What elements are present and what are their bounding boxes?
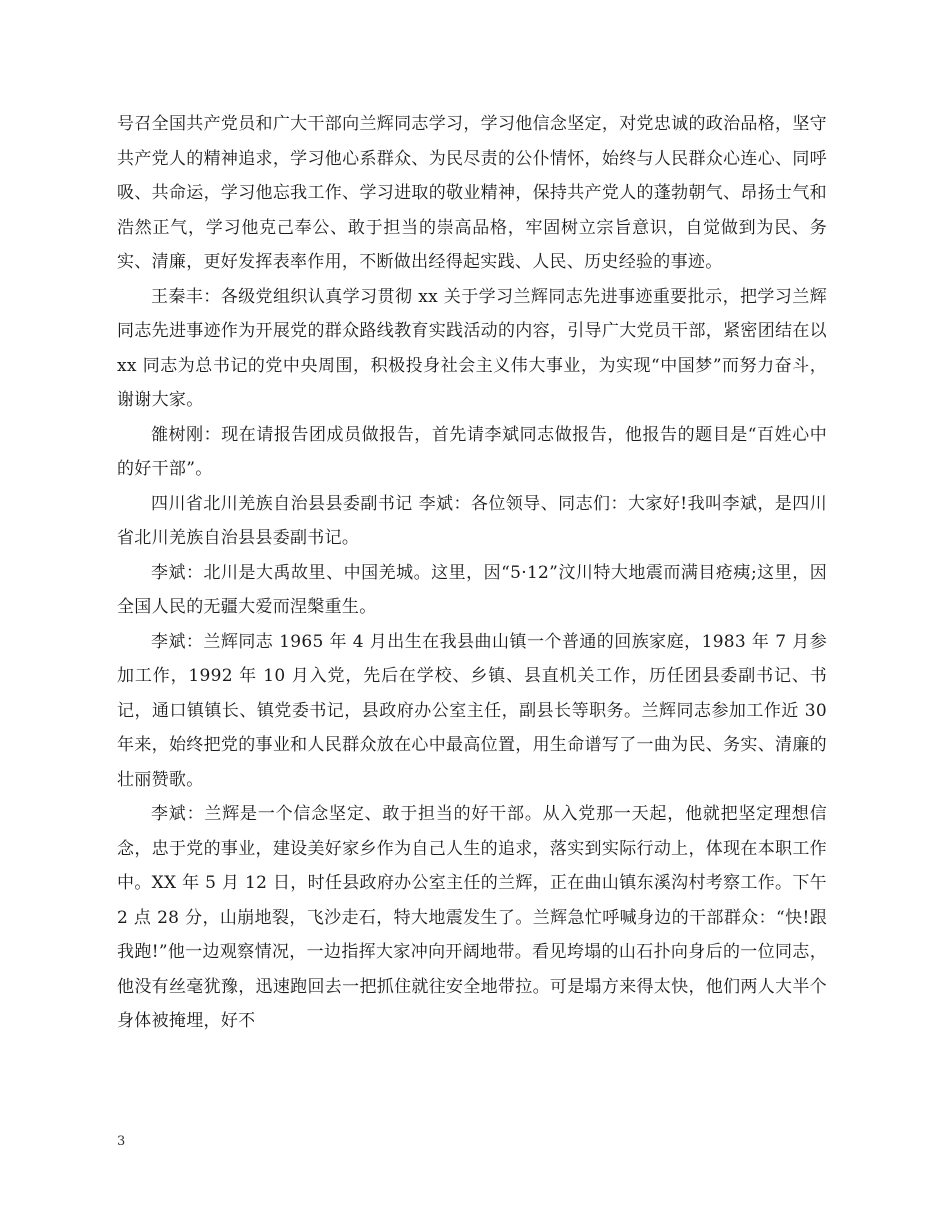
paragraph: 四川省北川羌族自治县县委副书记 李斌：各位领导、同志们：大家好!我叫李斌，是四川省北川羌族自治县县委副书记。: [117, 493, 827, 548]
paragraph: 雒树刚：现在请报告团成员做报告，首先请李斌同志做报告，他报告的题目是“百姓心中的好干部”。: [117, 424, 827, 479]
paragraph: 号召全国共产党员和广大干部向兰辉同志学习，学习他信念坚定，对党忠诚的政治品格，坚守共产党人的精神追求，学习他心系群众、为民尽责的公仆情怀，始终与人民群众心连心、同呼吸、共命运，学习他忘我工作、学习进取的敬业精神，保持共产党人的蓬勃朝气、昂扬士气和浩然正气，学习他克己奉公、敢于担当的崇高品格，牢固树立宗旨意识，自觉做到为民、务实、清廉，更好发挥表率作用，不断做出经得起实践、人民、历史经验的事迹。: [117, 114, 827, 272]
paragraph: 李斌：北川是大禹故里、中国羌城。这里，因“5·12”汶川特大地震而满目疮痍;这里，因全国人民的无疆大爱而涅槃重生。: [117, 562, 827, 617]
paragraph: 王秦丰：各级党组织认真学习贯彻 xx 关于学习兰辉同志先进事迹重要批示，把学习兰辉同志先进事迹作为开展党的群众路线教育实践活动的内容，引导广大党员干部，紧密团结在以 xx 同志为总书记的党中央周围，积极投身社会主义伟大事业，为实现“中国梦”而努力奋斗，谢谢大家。: [117, 286, 827, 410]
page-number: 3: [117, 1134, 126, 1149]
document-body: [117, 107, 827, 1039]
paragraph: 李斌：兰辉同志 1965 年 4 月出生在我县曲山镇一个普通的回族家庭，1983 年 7 月参加工作，1992 年 10 月入党，先后在学校、乡镇、县直机关工作，历任团县委副书记、书记，通口镇镇长、镇党委书记，县政府办公室主任，副县长等职务。兰辉同志参加工作近 30 年来，始终把党的事业和人民群众放在心中最高位置，用生命谱写了一曲为民、务实、清廉的壮丽赞歌。: [117, 631, 827, 790]
paragraph: 李斌：兰辉是一个信念坚定、敢于担当的好干部。从入党那一天起，他就把坚定理想信念，忠于党的事业，建设美好家乡作为自己人生的追求，落实到实际行动上，体现在本职工作中。XX 年 5 月 12 日，时任县政府办公室主任的兰辉，正在曲山镇东溪沟村考察工作。下午 2 点 28 分，山崩地裂，飞沙走石，特大地震发生了。兰辉急忙呼喊身边的干部群众：“快!跟我跑!”他一边观察情况，一边指挥大家冲向开阔地带。看见垮塌的山石扑向身后的一位同志，他没有丝毫犹豫，迅速跑回去一把抓住就往安全地带拉。可是塌方来得太快，他们两人大半个身体被掩埋，好不: [117, 804, 827, 1031]
